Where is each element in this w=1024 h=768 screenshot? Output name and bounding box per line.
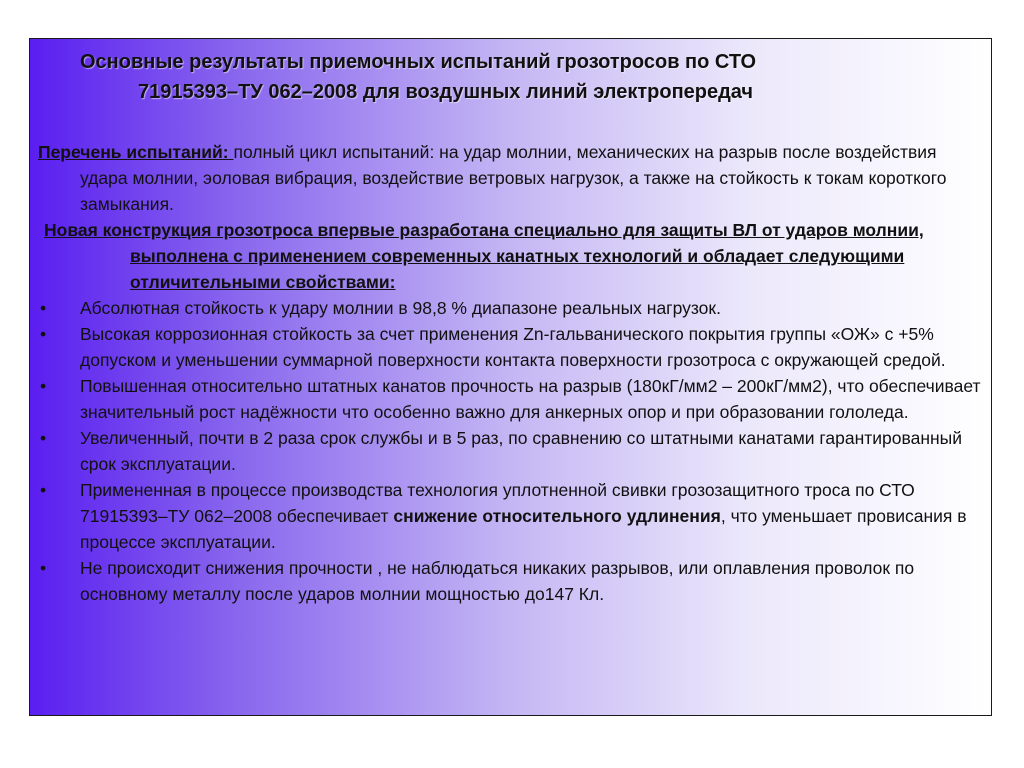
- list-item: [38, 555, 988, 607]
- bullet-icon: •: [40, 324, 47, 344]
- list-item: [38, 321, 988, 373]
- slide-title-line-2: 71915393–ТУ 062–2008 для воздушных линий электропередач: [138, 81, 754, 103]
- bullet-icon: •: [40, 428, 47, 448]
- properties-list: [38, 295, 988, 607]
- bullet-icon: •: [40, 376, 47, 396]
- tests-list-label: Перечень испытаний:: [38, 142, 234, 162]
- list-item: [38, 425, 988, 477]
- list-item-text: Абсолютная стойкость к удару молнии в 98,8 % диапазоне реальных нагрузок.: [80, 298, 721, 318]
- bullet-icon: •: [40, 298, 47, 318]
- list-item-text-after: , что уменьшает провисания в процессе эксплуатации.: [80, 506, 967, 552]
- bullet-icon: •: [40, 480, 47, 500]
- list-item: [38, 295, 988, 321]
- list-item-text: Не происходит снижения прочности , не наблюдаться никаких разрывов, или оплавления проволок по основному металлу после ударов молнии мощностью до147 Кл.: [80, 558, 915, 604]
- list-item: [38, 477, 988, 555]
- list-item-text: Повышенная относительно штатных канатов прочность на разрыв (180кГ/мм2 – 200кГ/мм2), что обеспечивает значительный рост надёжности что особенно важно для анкерных опор и при образовании гололеда.: [80, 376, 981, 422]
- list-item-text-before: Примененная в процессе производства технология уплотненной свивки грозозащитного троса по СТО 71915393–ТУ 062–2008 обеспечивает: [80, 480, 915, 526]
- slide-title: [30, 47, 991, 107]
- new-design-heading: Новая конструкция грозотроса впервые разработана специально для защиты ВЛ от ударов молнии, выполнена с применением современных канатных технологий и обладает следующими отличительными свойствами:: [44, 220, 924, 292]
- list-item-text: Увеличенный, почти в 2 раза срок службы и в 5 раз, по сравнению со штатными канатами гарантированный срок эксплуатации.: [80, 428, 962, 474]
- tests-list-text: полный цикл испытаний: на удар молнии, механических на разрыв после воздействия удара молнии, эоловая вибрация, воздействие ветровых нагрузок, а также на стойкость к токам короткого замыкания.: [80, 142, 947, 214]
- slide: [29, 38, 992, 716]
- slide-body: [38, 139, 988, 607]
- tests-list-paragraph: [38, 139, 988, 217]
- slide-title-line-1: Основные результаты приемочных испытаний грозотросов по СТО: [80, 51, 757, 73]
- list-item: [38, 373, 988, 425]
- list-item-text: Высокая коррозионная стойкость за счет применения Zn-гальванического покрытия группы «ОЖ» с +5% допуском и уменьшении суммарной поверхности контакта поверхности грозотроса с окружающей средой.: [80, 324, 946, 370]
- list-item-text-bold: снижение относительного удлинения: [393, 506, 721, 526]
- bullet-icon: •: [40, 558, 47, 578]
